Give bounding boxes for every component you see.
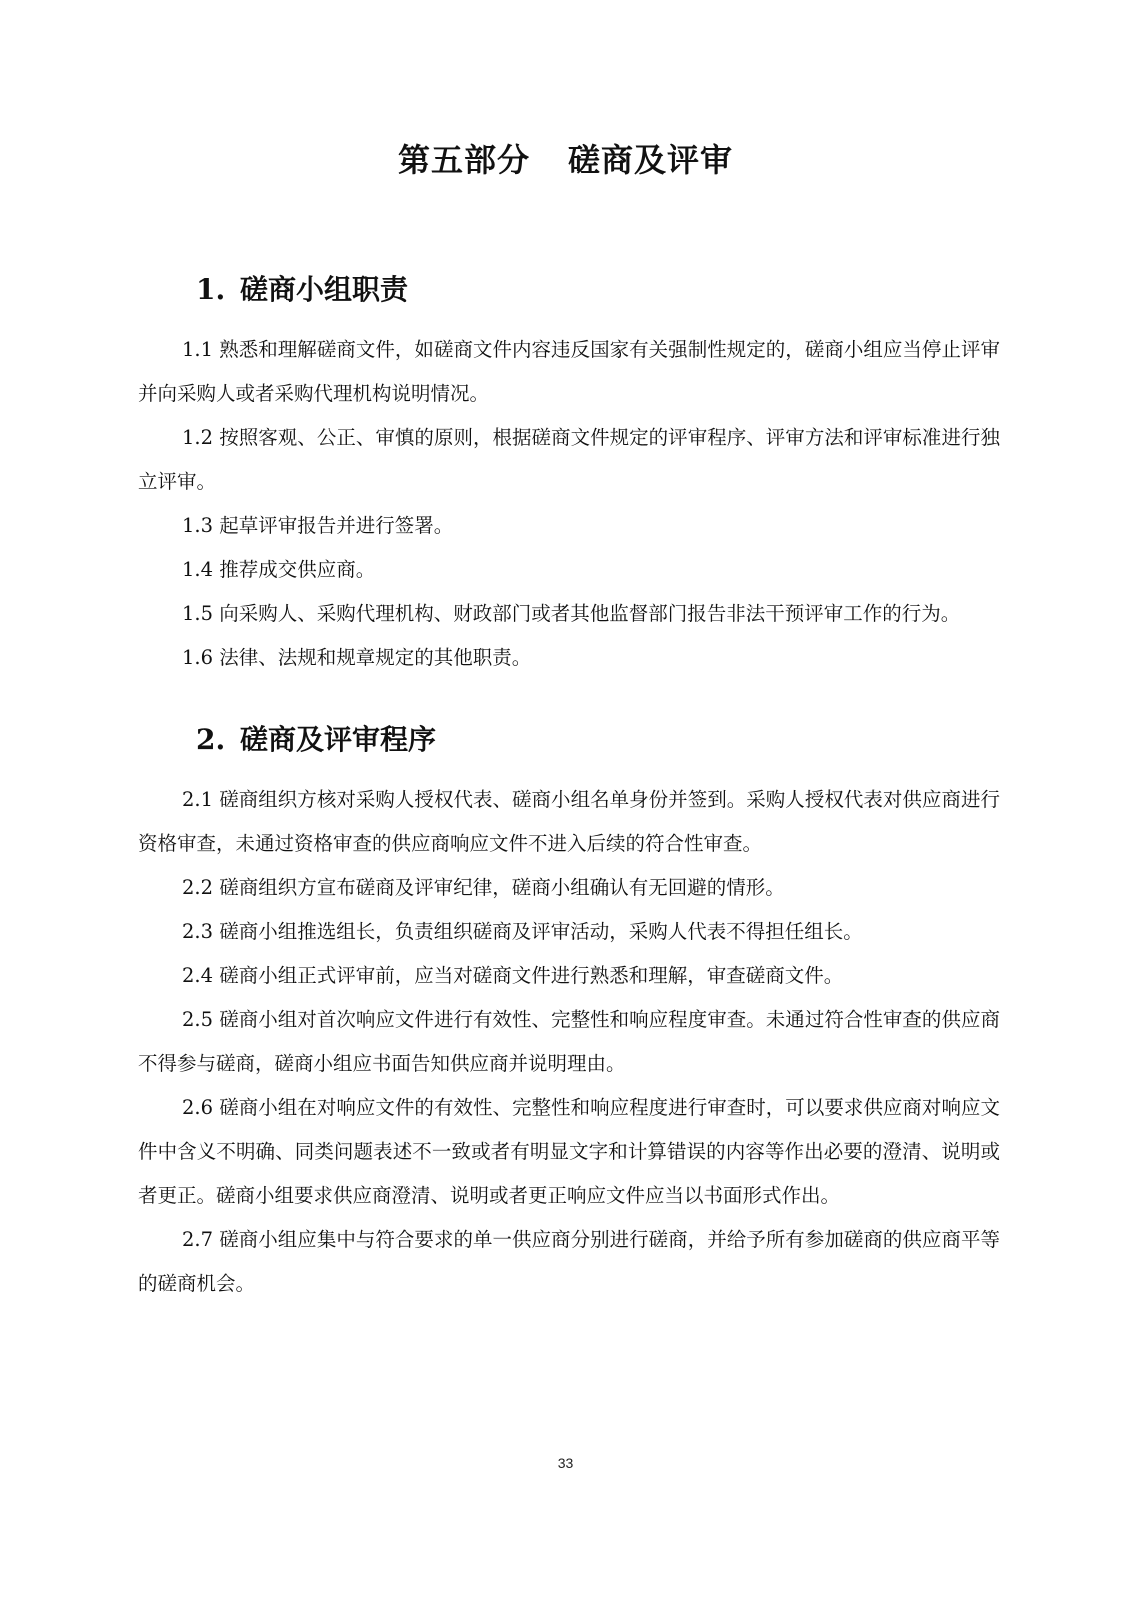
paragraph: 2.2 磋商组织方宣布磋商及评审纪律，磋商小组确认有无回避的情形。 bbox=[182, 876, 785, 899]
paragraph: 2.4 磋商小组正式评审前，应当对磋商文件进行熟悉和理解，审查磋商文件。 bbox=[182, 964, 844, 987]
paragraph: 1.4 推荐成交供应商。 bbox=[182, 558, 376, 581]
section-heading bbox=[138, 712, 1000, 768]
paragraph: 1.6 法律、法规和规章规定的其他职责。 bbox=[182, 646, 532, 669]
paragraph: 2.1 磋商组织方核对采购人授权代表、磋商小组名单身份并签到。采购人授权代表对供应商进行资格审查，未通过资格审查的供应商响应文件不进入后续的符合性审查。 bbox=[138, 788, 1000, 855]
section-number: 2. bbox=[196, 723, 226, 756]
title-name: 磋商及评审 bbox=[568, 141, 734, 179]
paragraph: 1.3 起草评审报告并进行签署。 bbox=[182, 514, 454, 537]
paragraph: 2.6 磋商小组在对响应文件的有效性、完整性和响应程度进行审查时，可以要求供应商对响应文件中含义不明确、同类问题表述不一致或者有明显文字和计算错误的内容等作出必要的澄清、说明或者更正。磋商小组要求供应商澄清、说明或者更正响应文件应当以书面形式作出。 bbox=[138, 1096, 1000, 1207]
title-part: 第五部分 bbox=[397, 141, 530, 179]
paragraph: 1.1 熟悉和理解磋商文件，如磋商文件内容违反国家有关强制性规定的，磋商小组应当停止评审并向采购人或者采购代理机构说明情况。 bbox=[138, 338, 1000, 405]
section-consultation-procedure bbox=[138, 712, 1000, 1306]
paragraph: 2.5 磋商小组对首次响应文件进行有效性、完整性和响应程度审查。未通过符合性审查的供应商不得参与磋商，磋商小组应书面告知供应商并说明理由。 bbox=[138, 1008, 1000, 1075]
paragraph: 1.5 向采购人、采购代理机构、财政部门或者其他监督部门报告非法干预评审工作的行为。 bbox=[182, 602, 961, 625]
section-body bbox=[138, 778, 1000, 1306]
document-content bbox=[138, 262, 1000, 1306]
page-number: 33 bbox=[557, 1455, 574, 1471]
section-heading-text: 磋商及评审程序 bbox=[240, 723, 437, 756]
section-body bbox=[138, 328, 1000, 680]
paragraph: 1.2 按照客观、公正、审慎的原则，根据磋商文件规定的评审程序、评审方法和评审标准进行独立评审。 bbox=[138, 426, 1000, 493]
section-heading-text: 磋商小组职责 bbox=[240, 273, 409, 306]
section-heading bbox=[138, 262, 1000, 318]
section-number: 1. bbox=[196, 273, 226, 306]
page-title bbox=[0, 140, 1131, 182]
section-committee-duties bbox=[138, 262, 1000, 680]
paragraph: 2.7 磋商小组应集中与符合要求的单一供应商分别进行磋商，并给予所有参加磋商的供应商平等的磋商机会。 bbox=[138, 1228, 1000, 1295]
paragraph: 2.3 磋商小组推选组长，负责组织磋商及评审活动，采购人代表不得担任组长。 bbox=[182, 920, 863, 943]
